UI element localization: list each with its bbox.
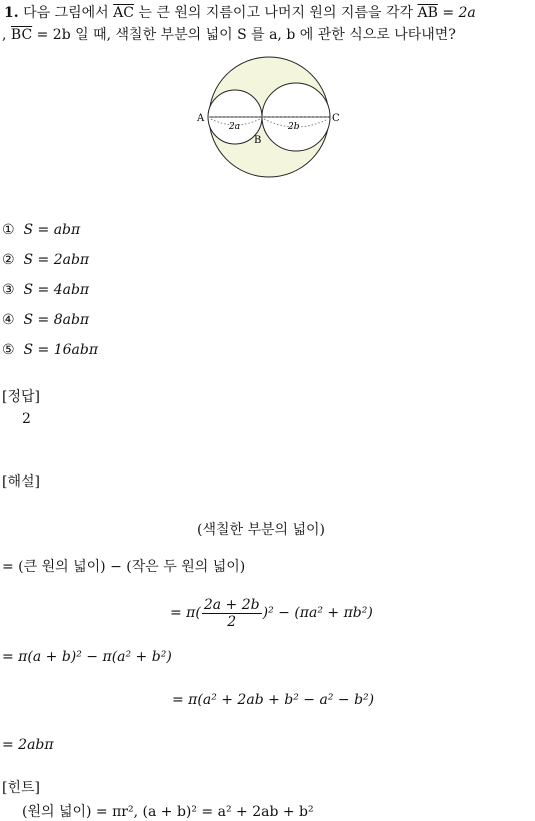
segment-ab: $\overline{AB}$ [417, 5, 438, 21]
option-expression: S = abπ [23, 222, 81, 238]
option-number: ② [2, 252, 15, 268]
option-expression: S = 2abπ [23, 252, 90, 268]
hint-heading: [힌트] [2, 780, 40, 796]
question-text-2a: , [2, 27, 7, 43]
label-2b: 2b [288, 122, 300, 132]
explanation-line-5: = π(a² + 2ab + b² − a² − b²) [172, 692, 375, 708]
explanation-line-4: = π(a + b)² − π(a² + b²) [2, 649, 172, 665]
answer-heading: [정답] [2, 389, 40, 405]
fraction [202, 597, 262, 630]
explanation-line-2: = (큰 원의 넓이) − (작은 두 원의 넓이) [2, 559, 246, 575]
option-3 [2, 282, 89, 298]
expr-suffix: )² − (πa² + πb²) [262, 605, 373, 621]
fraction-numerator: 2a + 2b [203, 596, 260, 613]
question-text-1b: 는 큰 원의 지름이고 나머지 원의 지름을 각각 [138, 5, 414, 21]
segment-ac: $\overline{AC}$ [113, 5, 134, 21]
option-expression: S = 4abπ [23, 282, 90, 298]
question-text-1c: = 2a [442, 5, 476, 21]
question-text-1a: 다음 그림에서 [23, 5, 109, 21]
explanation-line-1: (색칠한 부분의 넓이) [197, 522, 326, 538]
question-line-1 [4, 2, 476, 22]
label-b: B [254, 135, 262, 146]
option-1 [2, 222, 80, 238]
option-number: ① [2, 222, 15, 238]
label-c: C [332, 113, 340, 124]
option-number: ④ [2, 312, 15, 328]
segment-bc: $\overline{BC}$ [10, 27, 33, 43]
expr-prefix: = π( [170, 605, 201, 621]
question-number: 1. [4, 5, 19, 21]
explanation-line-3 [170, 592, 373, 634]
question-text-2b: = 2b 일 때, 색칠한 부분의 넓이 S 를 a, b 에 관한 식으로 나타내면? [36, 27, 456, 43]
option-2 [2, 252, 89, 268]
option-expression: S = 8abπ [23, 312, 90, 328]
explanation-line-6: = 2abπ [2, 737, 54, 753]
circle-figure [190, 55, 350, 180]
label-a: A [197, 113, 205, 124]
question-line-2 [2, 24, 456, 44]
explanation-heading: [해설] [2, 474, 40, 490]
option-5 [2, 342, 98, 358]
fraction-denominator: 2 [227, 613, 237, 630]
option-number: ⑤ [2, 342, 15, 358]
answer-value: 2 [22, 411, 31, 427]
label-2a: 2a [229, 122, 241, 132]
option-4 [2, 312, 89, 328]
hint-line: (원의 넓이) = πr², (a + b)² = a² + 2ab + b² [22, 804, 314, 820]
option-number: ③ [2, 282, 15, 298]
option-expression: S = 16abπ [23, 342, 99, 358]
